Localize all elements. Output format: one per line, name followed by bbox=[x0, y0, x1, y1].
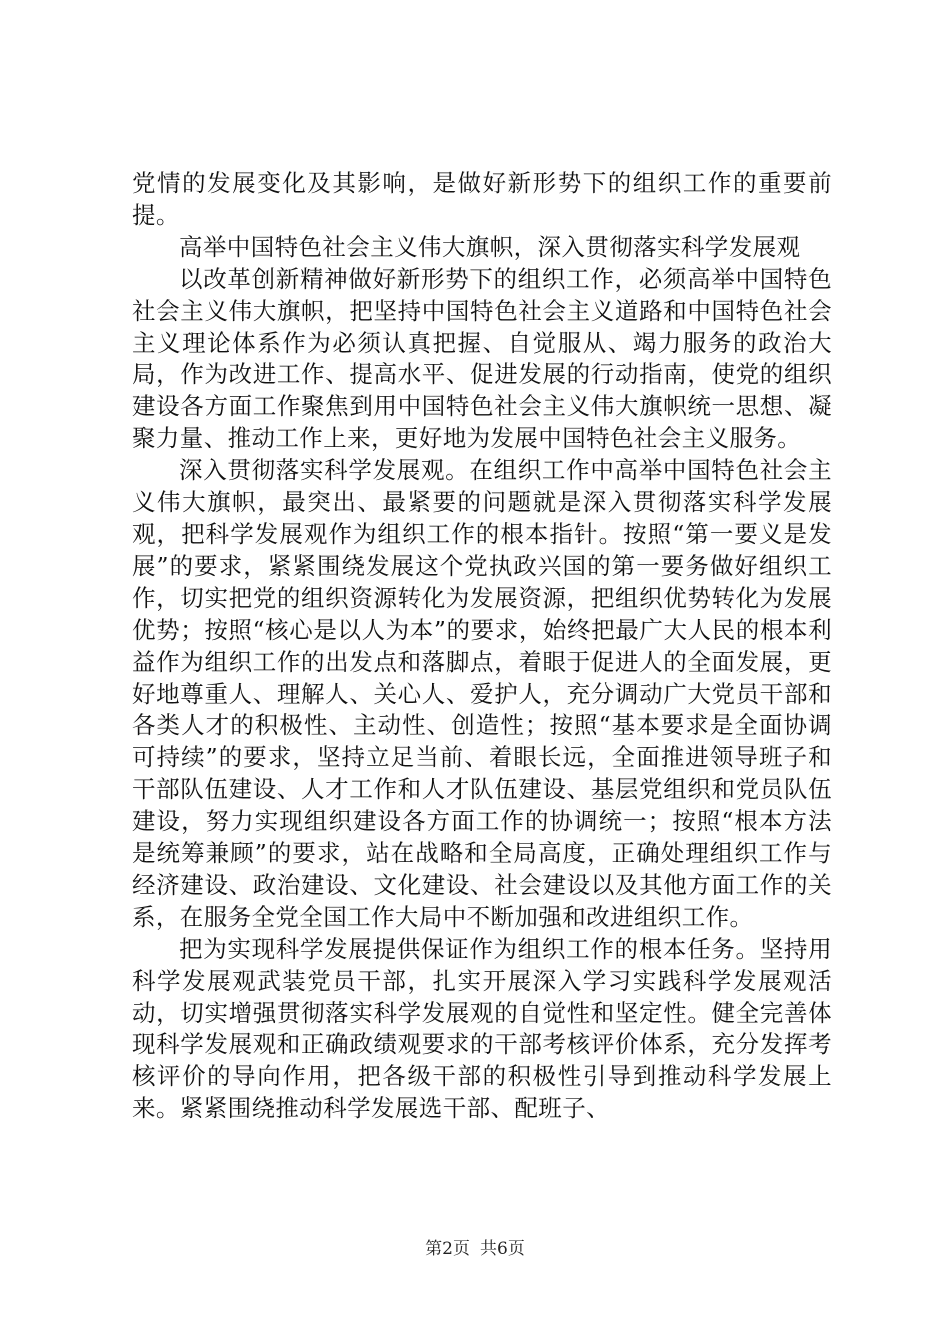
page-footer bbox=[0, 1238, 950, 1260]
document-body bbox=[132, 168, 832, 1125]
page-total: 共6页 bbox=[480, 1239, 525, 1259]
paragraph-continuation: 党情的发展变化及其影响，是做好新形势下的组织工作的重要前提。 bbox=[132, 169, 832, 229]
section-heading: 高举中国特色社会主义伟大旗帜，深入贯彻落实科学发展观 bbox=[179, 232, 801, 261]
paragraph: 把为实现科学发展提供保证作为组织工作的根本任务。坚持用科学发展观武装党员干部，扎实开展深入学习实践科学发展观活动，切实增强贯彻落实科学发展观的自觉性和坚定性。健全完善体现科学发展观和正确政绩观要求的干部考核评价体系，充分发挥考核评价的导向作用，把各级干部的积极性引导到推动科学发展上来。紧紧围绕推动科学发展选干部、配班子、 bbox=[132, 934, 832, 1123]
paragraph: 以改革创新精神做好新形势下的组织工作，必须高举中国特色社会主义伟大旗帜，把坚持中国特色社会主义道路和中国特色社会主义理论体系作为必须认真把握、自觉服从、竭力服务的政治大局，作为改进工作、提高水平、促进发展的行动指南，使党的组织建设各方面工作聚焦到用中国特色社会主义伟大旗帜统一思想、凝聚力量、推动工作上来，更好地为发展中国特色社会主义服务。 bbox=[132, 264, 832, 453]
paragraph: 深入贯彻落实科学发展观。在组织工作中高举中国特色社会主义伟大旗帜，最突出、最紧要的问题就是深入贯彻落实科学发展观，把科学发展观作为组织工作的根本指针。按照“第一要义是发展”的要求，紧紧围绕发展这个党执政兴国的第一要务做好组织工作，切实把党的组织资源转化为发展资源，把组织优势转化为发展优势；按照“核心是以人为本”的要求，始终把最广大人民的根本利益作为组织工作的出发点和落脚点，着眼于促进人的全面发展，更好地尊重人、理解人、关心人、爱护人，充分调动广大党员干部和各类人才的积极性、主动性、创造性；按照“基本要求是全面协调可持续”的要求，坚持立足当前、着眼长远，全面推进领导班子和干部队伍建设、人才工作和人才队伍建设、基层党组织和党员队伍建设，努力实现组织建设各方面工作的协调统一；按照“根本方法是统筹兼顾”的要求，站在战略和全局高度，正确处理组织工作与经济建设、政治建设、文化建设、社会建设以及其他方面工作的关系，在服务全党全国工作大局中不断加强和改进组织工作。 bbox=[132, 456, 832, 931]
page-number: 第2页 bbox=[425, 1239, 470, 1259]
